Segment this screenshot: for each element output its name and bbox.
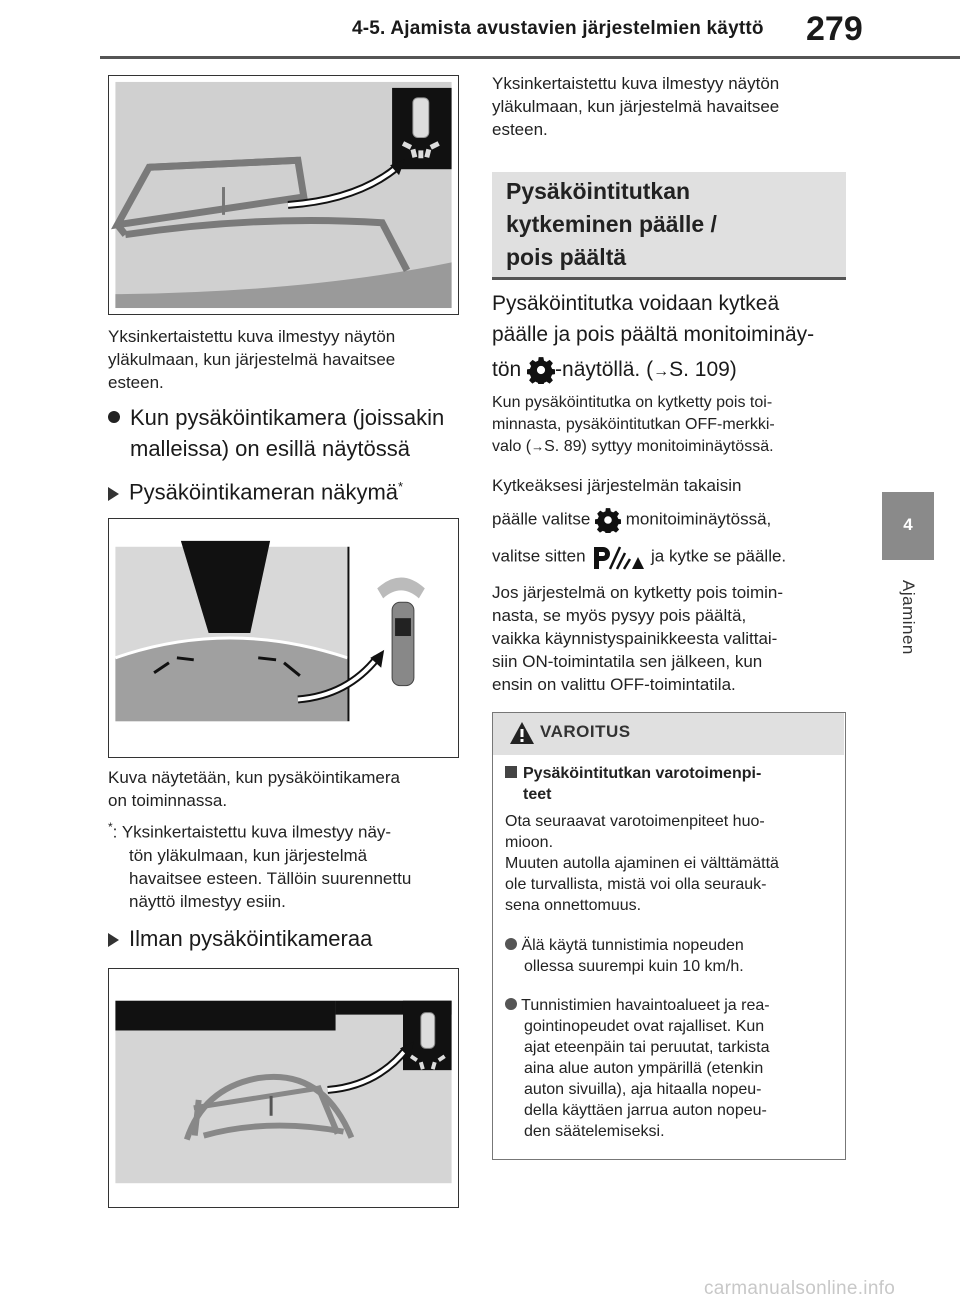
paragraph-line: siin ON-toimintatila sen jälkeen, kun bbox=[492, 652, 763, 671]
footnote-line: näyttö ilmestyy esiin. bbox=[129, 891, 286, 911]
chapter-label: Ajaminen bbox=[899, 580, 918, 655]
note-line: Kun pysäköintitutka on kytketty pois toi- bbox=[492, 394, 773, 411]
paragraph-text: tön bbox=[492, 358, 522, 381]
bullet-heading-line: Kun pysäköintikamera (joissakin bbox=[130, 405, 445, 430]
page-number: 279 bbox=[806, 10, 863, 48]
bullet-heading bbox=[108, 402, 468, 464]
paragraph-line: Kytkeäksesi järjestelmän takaisin bbox=[492, 476, 742, 495]
note-line: minnasta, pysäköintitutkan OFF-merkki- bbox=[492, 416, 775, 433]
paragraph-line: ensin on valittu OFF-toimintatila. bbox=[492, 675, 736, 694]
warning-bullet-line: Tunnistimien havaintoalueet ja rea- bbox=[521, 997, 770, 1014]
warning-bullet-line: ollessa suurempi kuin 10 km/h. bbox=[524, 958, 744, 975]
chapter-number: 4 bbox=[903, 515, 913, 534]
footnote-colon: : bbox=[112, 822, 118, 842]
warning-bullet-line: della käyttäen jarrua auton nopeu- bbox=[524, 1102, 767, 1119]
warning-body-line: sena onnettomuus. bbox=[505, 897, 642, 914]
footnote bbox=[108, 816, 468, 913]
warning-body-line: Muuten autolla ajaminen ei välttämättä bbox=[505, 855, 779, 872]
paragraph-line: nasta, se myös pysyy pois päältä, bbox=[492, 606, 747, 625]
footnote-line: Yksinkertaistettu kuva ilmestyy näy- bbox=[121, 822, 392, 842]
warning-bullet-speed bbox=[505, 935, 840, 977]
triangle-right-icon bbox=[108, 933, 119, 947]
paragraph-line: Jos järjestelmä on kytketty pois toimin- bbox=[492, 583, 783, 602]
figure-camera-view bbox=[108, 518, 459, 758]
subheading-text: Pysäköintikameran näkymä bbox=[129, 479, 399, 505]
warning-title: VAROITUS bbox=[540, 722, 631, 741]
caption-line: yläkulmaan, kun järjestelmä havaitsee bbox=[108, 350, 396, 369]
subheading-no-camera bbox=[108, 924, 468, 954]
gear-icon bbox=[527, 356, 555, 384]
warning-item-title bbox=[505, 763, 835, 805]
paragraph-line: Pysäköintitutka voidaan kytkeä bbox=[492, 292, 780, 315]
reference-arrow-icon: → bbox=[653, 363, 670, 380]
section-heading-line: pois päältä bbox=[506, 244, 627, 270]
bullet-dot-icon bbox=[108, 411, 120, 423]
caption-line: esteen. bbox=[492, 120, 548, 139]
paragraph-line: päälle ja pois päältä monitoiminäy- bbox=[492, 323, 815, 346]
section-heading-line: kytkeminen päälle / bbox=[506, 211, 717, 237]
caption-line: Yksinkertaistettu kuva ilmestyy näytön bbox=[492, 74, 780, 93]
section-title: 4-5. Ajamista avustavien järjestelmien käyttö bbox=[352, 18, 764, 39]
warning-body-line: Ota seuraavat varotoimenpiteet huo- bbox=[505, 813, 765, 830]
caption-line: on toiminnassa. bbox=[108, 791, 228, 810]
warning-bullet-line: auton sivuilla), aja hitaalla nopeu- bbox=[524, 1081, 762, 1098]
figure-no-camera-view bbox=[108, 968, 459, 1208]
radar-toggle-paragraph bbox=[492, 288, 852, 387]
rear-guides-illustration bbox=[109, 76, 458, 314]
warning-bullet-line: ajat eteenpäin tai peruutat, tarkista bbox=[524, 1039, 770, 1056]
caption-line: Kuva näytetään, kun pysäköintikamera bbox=[108, 768, 401, 787]
warning-bullet-detection bbox=[505, 995, 840, 1142]
warning-item-title-line: teet bbox=[523, 786, 552, 803]
warning-bullet-line: Älä käytä tunnistimia nopeuden bbox=[521, 937, 744, 954]
gear-icon bbox=[595, 507, 621, 533]
page-reference: S. 109) bbox=[669, 358, 737, 381]
figure-rear-camera-guides bbox=[108, 75, 459, 315]
warning-box bbox=[492, 712, 846, 1160]
header-rule bbox=[100, 56, 960, 59]
paragraph-line: vaikka käynnistyspainikkeesta valittai- bbox=[492, 629, 778, 648]
subheading-camera-view bbox=[108, 472, 468, 507]
subheading-text: Ilman pysäköintikameraa bbox=[129, 926, 373, 951]
bullet-heading-line: malleissa) on esillä näytössä bbox=[130, 436, 411, 461]
caption-fig2 bbox=[108, 766, 468, 812]
caption-fig1 bbox=[108, 325, 468, 394]
warning-triangle-icon bbox=[509, 721, 535, 745]
warning-body-line: mioon. bbox=[505, 834, 554, 851]
square-bullet-icon bbox=[505, 766, 517, 778]
footnote-line: havaitsee esteen. Tällöin suurennettu bbox=[129, 868, 412, 888]
note-text: valo ( bbox=[492, 438, 532, 455]
chapter-tab bbox=[882, 492, 934, 558]
note-off-indicator bbox=[492, 392, 852, 458]
reenable-instructions bbox=[492, 474, 852, 696]
watermark: carmanualsonline.info bbox=[704, 1278, 896, 1299]
section-heading-line: Pysäköintitutkan bbox=[506, 178, 691, 204]
no-camera-illustration bbox=[109, 969, 458, 1207]
footnote-mark: * bbox=[398, 479, 404, 494]
paragraph-text: -näytöllä. ( bbox=[555, 358, 654, 381]
warning-body-line: ole turvallista, mistä voi olla seurauk- bbox=[505, 876, 767, 893]
paragraph-text: päälle valitse bbox=[492, 509, 591, 529]
section-heading-box bbox=[492, 172, 846, 280]
warning-header bbox=[493, 713, 844, 755]
bullet-dot-icon bbox=[505, 998, 517, 1010]
warning-bullet-line: gointinopeudet ovat rajalliset. Kun bbox=[524, 1018, 765, 1035]
paragraph-text: valitse sitten bbox=[492, 546, 586, 566]
caption-line: yläkulmaan, kun järjestelmä havaitsee bbox=[492, 97, 780, 116]
warning-body bbox=[505, 811, 840, 916]
parking-sensor-icon bbox=[590, 543, 646, 571]
triangle-right-icon bbox=[108, 487, 119, 501]
camera-view-illustration bbox=[109, 519, 458, 757]
paragraph-text: ja kytke se päälle. bbox=[651, 546, 787, 566]
footnote-line: tön yläkulmaan, kun järjestelmä bbox=[129, 845, 368, 865]
caption-fig3 bbox=[492, 72, 852, 141]
caption-line: Yksinkertaistettu kuva ilmestyy näytön bbox=[108, 327, 396, 346]
warning-bullet-line: aina alue auton ympärillä (etenkin bbox=[524, 1060, 764, 1077]
chapter-tab-line bbox=[882, 558, 934, 560]
warning-bullet-line: den säätelemiseksi. bbox=[524, 1123, 665, 1140]
caption-line: esteen. bbox=[108, 373, 164, 392]
bullet-dot-icon bbox=[505, 938, 517, 950]
reference-arrow-icon: → bbox=[531, 439, 545, 454]
paragraph-text: monitoiminäytössä, bbox=[625, 509, 772, 529]
warning-item-title-line: Pysäköintitutkan varotoimenpi- bbox=[523, 765, 762, 782]
page-reference: S. 89) syttyy monitoiminäytössä. bbox=[544, 438, 774, 455]
footnote-star: * bbox=[108, 820, 113, 834]
